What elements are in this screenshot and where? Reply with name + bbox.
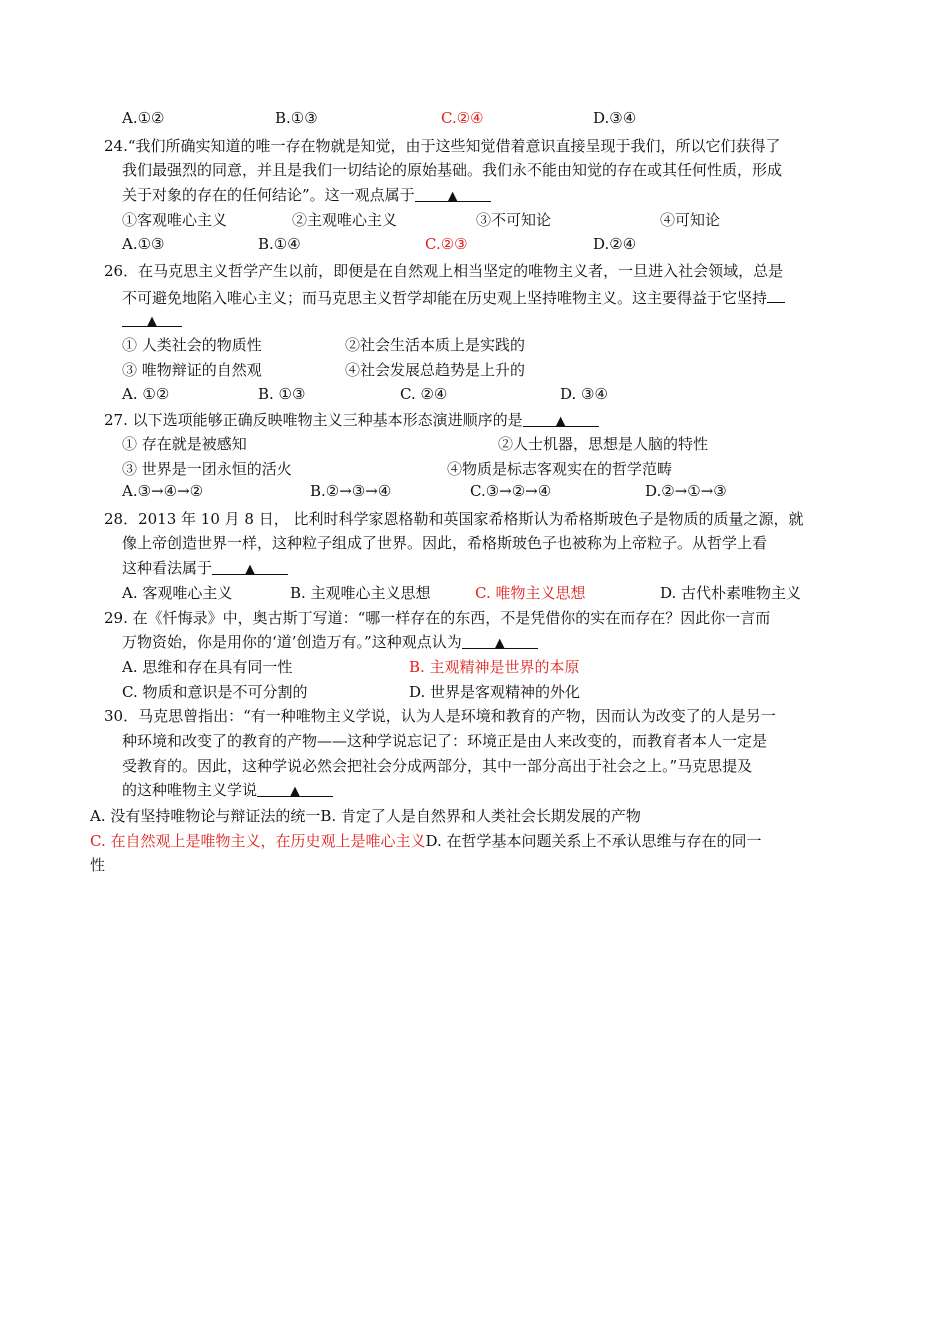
answer-blank — [462, 632, 538, 649]
q27-option-b: B.②→③→④ — [310, 482, 392, 500]
q28-option-b: B. 主观唯心主义思想 — [290, 584, 431, 602]
q28-stem-line-2: 像上帝创造世界一样，这种粒子组成了世界。因此，希格斯玻色子也被称为上帝粒子。从哲学上看 — [122, 534, 768, 552]
q28-stem-line-1: 28．2013 年 10 月 8 日， 比利时科学家恩格勒和英国家希格斯认为希格斯玻色子是物质的质量之源，就 — [104, 510, 804, 528]
q29-stem-text: 万物资始，你是用你的‘道’创造万有。”这种观点认为 — [122, 633, 462, 651]
q27-option-a: A.③→④→② — [122, 482, 204, 500]
q26-option-b: B. ①③ — [258, 385, 306, 403]
q29-option-c: C. 物质和意识是不可分割的 — [122, 683, 308, 701]
q29-option-a: A. 思维和存在具有同一性 — [122, 658, 293, 676]
q26-item-3: ③ 唯物辩证的自然观 — [122, 361, 262, 379]
q26-option-a: A. ①② — [122, 385, 170, 403]
q27-stem — [104, 410, 599, 430]
answer-blank — [257, 780, 333, 797]
q30-stem-line-3: 受教育的。因此，这种学说必然会把社会分成两部分，其中一部分高出于社会之上。”马克思提及 — [122, 757, 753, 775]
q28-option-a: A. 客观唯心主义 — [122, 584, 233, 602]
q28-stem-text: 这种看法属于 — [122, 559, 213, 577]
q24-stem-text: 关于对象的存在的任何结论”。这一观点属于 — [122, 186, 415, 204]
q24-stem-line-2: 我们最强烈的同意，并且是我们一切结论的原始基础。我们永不能由知觉的存在或其任何性质，形成 — [122, 161, 783, 179]
q24-item-4: ④可知论 — [660, 211, 721, 229]
q26-item-1: ① 人类社会的物质性 — [122, 336, 262, 354]
q24-option-c-answer: C.②③ — [425, 235, 468, 253]
q27-item-1: ① 存在就是被感知 — [122, 435, 247, 453]
answer-blank — [523, 410, 599, 427]
q24-item-2: ②主观唯心主义 — [292, 211, 398, 229]
q26-stem-line-2 — [122, 286, 785, 308]
q30-stem-line-2: 种环境和改变了的教育的产物——这种学说忘记了：环境正是由人来改变的，而教育者本人一定是 — [122, 732, 768, 750]
answer-blank-start — [767, 286, 785, 303]
q26-stem-text: 不可避免地陷入唯心主义；而马克思主义哲学却能在历史观上坚持唯物主义。这主要得益于它坚持 — [122, 289, 768, 307]
q26-item-2: ②社会生活本质上是实践的 — [345, 336, 526, 354]
q24-option-a: A.①③ — [122, 235, 165, 253]
q24-item-1: ①客观唯心主义 — [122, 211, 228, 229]
answer-blank — [415, 185, 491, 202]
q30-stem-line-4 — [122, 780, 333, 800]
q27-option-c: C.③→②→④ — [470, 482, 552, 500]
q28-option-c-answer: C. 唯物主义思想 — [475, 584, 586, 602]
q30-stem-line-1: 30．马克思曾指出：“有一种唯物主义学说，认为人是环境和教育的产物，因而认为改变了的人是另一 — [104, 707, 776, 725]
q27-item-4: ④物质是标志客观实在的哲学范畴 — [447, 460, 673, 478]
q30-option-d: D. 在哲学基本问题关系上不承认思维与存在的同一 — [425, 832, 762, 850]
q30-option-c-answer: C. 在自然观上是唯物主义，在历史观上是唯心主义 — [90, 832, 426, 850]
q30-option-a: A. 没有坚持唯物论与辩证法的统一 — [90, 807, 321, 825]
q23-option-c-answer: C.②④ — [441, 109, 484, 127]
q29-stem-line-1: 29. 在《忏悔录》中，奥古斯丁写道：“哪一样存在的东西，不是凭借你的实在而存在？因此你一言而 — [104, 609, 771, 627]
q30-options-row-2 — [90, 831, 762, 851]
q27-option-d: D.②→①→③ — [645, 482, 727, 500]
triangle-marker: ▲ — [447, 189, 458, 204]
q24-stem-line-1: 24.“我们所确实知道的唯一存在物就是知觉，由于这些知觉借着意识直接呈现于我们，所以它们获得了 — [104, 137, 781, 155]
triangle-marker: ▲ — [290, 784, 301, 799]
q27-stem-text: 27. 以下选项能够正确反映唯物主义三种基本形态演进顺序的是 — [104, 411, 523, 429]
triangle-marker: ▲ — [494, 636, 505, 651]
q23-option-b: B.①③ — [275, 109, 318, 127]
triangle-marker: ▲ — [245, 562, 256, 577]
q26-option-c: C. ②④ — [400, 385, 448, 403]
q24-item-3: ③不可知论 — [476, 211, 552, 229]
triangle-marker: ▲ — [555, 414, 566, 429]
q28-stem-line-3 — [122, 558, 288, 578]
q23-option-d: D.③④ — [593, 109, 637, 127]
q29-option-b-answer: B. 主观精神是世界的本原 — [409, 658, 580, 676]
q29-stem-line-2 — [122, 632, 538, 652]
q28-option-d: D. 古代朴素唯物主义 — [660, 584, 802, 602]
q26-blank-line — [122, 310, 182, 330]
q26-item-4: ④社会发展总趋势是上升的 — [345, 361, 526, 379]
answer-blank — [212, 558, 288, 575]
q24-stem-line-3 — [122, 185, 491, 205]
q30-options-row-1 — [90, 806, 641, 826]
q29-option-d: D. 世界是客观精神的外化 — [409, 683, 581, 701]
q23-option-a: A.①② — [122, 109, 165, 127]
q30-stem-text: 的这种唯物主义学说 — [122, 781, 258, 799]
q30-option-d-wrap: 性 — [90, 856, 106, 874]
triangle-marker: ▲ — [147, 314, 157, 329]
q27-item-2: ②人士机器，思想是人脑的特性 — [498, 435, 709, 453]
q24-option-b: B.①④ — [258, 235, 301, 253]
q30-option-b: B. 肯定了人是自然界和人类社会长期发展的产物 — [320, 807, 641, 825]
answer-blank — [122, 310, 182, 327]
q24-option-d: D.②④ — [593, 235, 637, 253]
q27-item-3: ③ 世界是一团永恒的活火 — [122, 460, 292, 478]
q26-option-d: D. ③④ — [560, 385, 608, 403]
q26-stem-line-1: 26．在马克思主义哲学产生以前，即便是在自然观上相当坚定的唯物主义者，一旦进入社会领域，总是 — [104, 262, 784, 280]
